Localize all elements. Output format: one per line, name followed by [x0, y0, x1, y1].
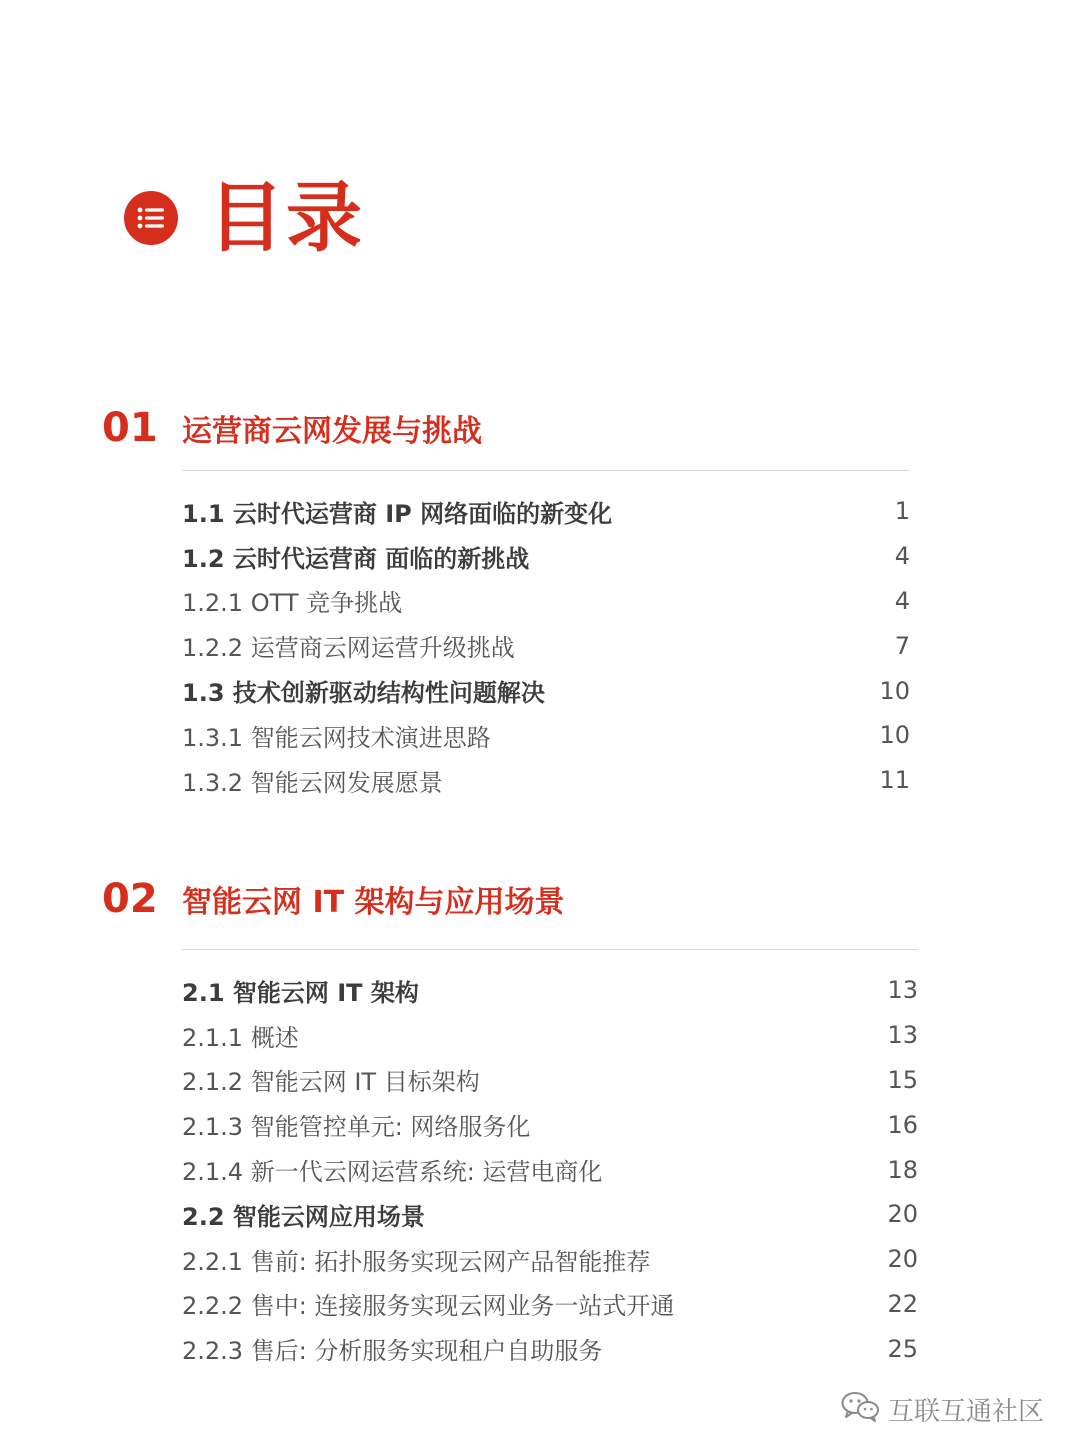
entry-page: 18	[887, 1155, 918, 1184]
entry-label: 2.2.3 售后: 分析服务实现租户自助服务	[182, 1337, 603, 1366]
entry-label: 1.3.1 智能云网技术演进思路	[182, 723, 491, 752]
entry-page: 13	[887, 976, 918, 1005]
entry-page: 10	[879, 721, 910, 750]
toc-entry-list	[182, 968, 918, 1371]
entry-label: 1.2.2 运营商云网运营升级挑战	[182, 634, 515, 663]
entry-page: 25	[887, 1334, 918, 1363]
list-icon	[124, 191, 178, 245]
entry-label: 2.1.1 概述	[182, 1023, 299, 1052]
section-heading	[102, 405, 910, 451]
entry-page: 11	[879, 766, 910, 795]
toc-entry[interactable]	[182, 1013, 918, 1058]
toc-entry[interactable]	[182, 1192, 918, 1237]
entry-label: 2.1 智能云网 IT 架构	[182, 978, 419, 1007]
section-divider	[182, 470, 910, 471]
entry-label: 1.3.2 智能云网发展愿景	[182, 768, 443, 797]
entry-page: 10	[879, 676, 910, 705]
entry-label: 2.2.2 售中: 连接服务实现云网业务一站式开通	[182, 1292, 675, 1321]
entry-label: 2.2 智能云网应用场景	[182, 1202, 425, 1231]
toc-entry[interactable]	[182, 489, 910, 534]
section-number: 02	[102, 876, 158, 922]
entry-page: 7	[894, 631, 910, 660]
section-title: 智能云网 IT 架构与应用场景	[182, 885, 565, 920]
entry-page: 20	[887, 1245, 918, 1274]
toc-entry[interactable]	[182, 968, 918, 1013]
watermark-text: 互联互通社区	[887, 1397, 1044, 1427]
entry-label: 2.1.3 智能管控单元: 网络服务化	[182, 1113, 531, 1142]
page-title: 目录	[208, 173, 364, 262]
entry-label: 1.2.1 OTT 竞争挑战	[182, 589, 403, 618]
toc-entry[interactable]	[182, 1147, 918, 1192]
entry-label: 2.1.2 智能云网 IT 目标架构	[182, 1068, 480, 1097]
toc-entry[interactable]	[182, 534, 910, 579]
toc-entry[interactable]	[182, 1058, 918, 1103]
entry-label: 1.1 云时代运营商 IP 网络面临的新变化	[182, 499, 613, 528]
entry-page: 22	[887, 1289, 918, 1318]
toc-entry-list	[182, 489, 910, 803]
toc-entry[interactable]	[182, 1282, 918, 1327]
entry-label: 2.1.4 新一代云网运营系统: 运营电商化	[182, 1158, 603, 1187]
toc-entry[interactable]	[182, 623, 910, 668]
entry-page: 13	[887, 1021, 918, 1050]
entry-label: 1.3 技术创新驱动结构性问题解决	[182, 679, 545, 708]
toc-section-02	[102, 876, 918, 1371]
toc-entry[interactable]	[182, 668, 910, 713]
entry-page: 15	[887, 1065, 918, 1094]
toc-entry[interactable]	[182, 758, 910, 803]
toc-entry[interactable]	[182, 1237, 918, 1282]
toc-entry[interactable]	[182, 579, 910, 624]
section-heading	[102, 876, 918, 922]
entry-page: 20	[887, 1200, 918, 1229]
toc-entry[interactable]	[182, 1326, 918, 1371]
toc-entry[interactable]	[182, 713, 910, 758]
entry-page: 4	[894, 542, 910, 571]
section-number: 01	[102, 405, 158, 451]
entry-label: 2.2.1 售前: 拓扑服务实现云网产品智能推荐	[182, 1247, 651, 1276]
toc-section-01	[102, 405, 910, 803]
entry-page: 4	[894, 586, 910, 615]
entry-page: 1	[894, 497, 910, 526]
toc-entry[interactable]	[182, 1102, 918, 1147]
section-divider	[182, 949, 918, 950]
entry-label: 1.2 云时代运营商 面临的新挑战	[182, 544, 530, 573]
toc-header	[124, 168, 364, 268]
watermark	[840, 1390, 1044, 1429]
section-title: 运营商云网发展与挑战	[182, 414, 482, 449]
entry-page: 16	[887, 1110, 918, 1139]
wechat-icon	[840, 1390, 880, 1429]
